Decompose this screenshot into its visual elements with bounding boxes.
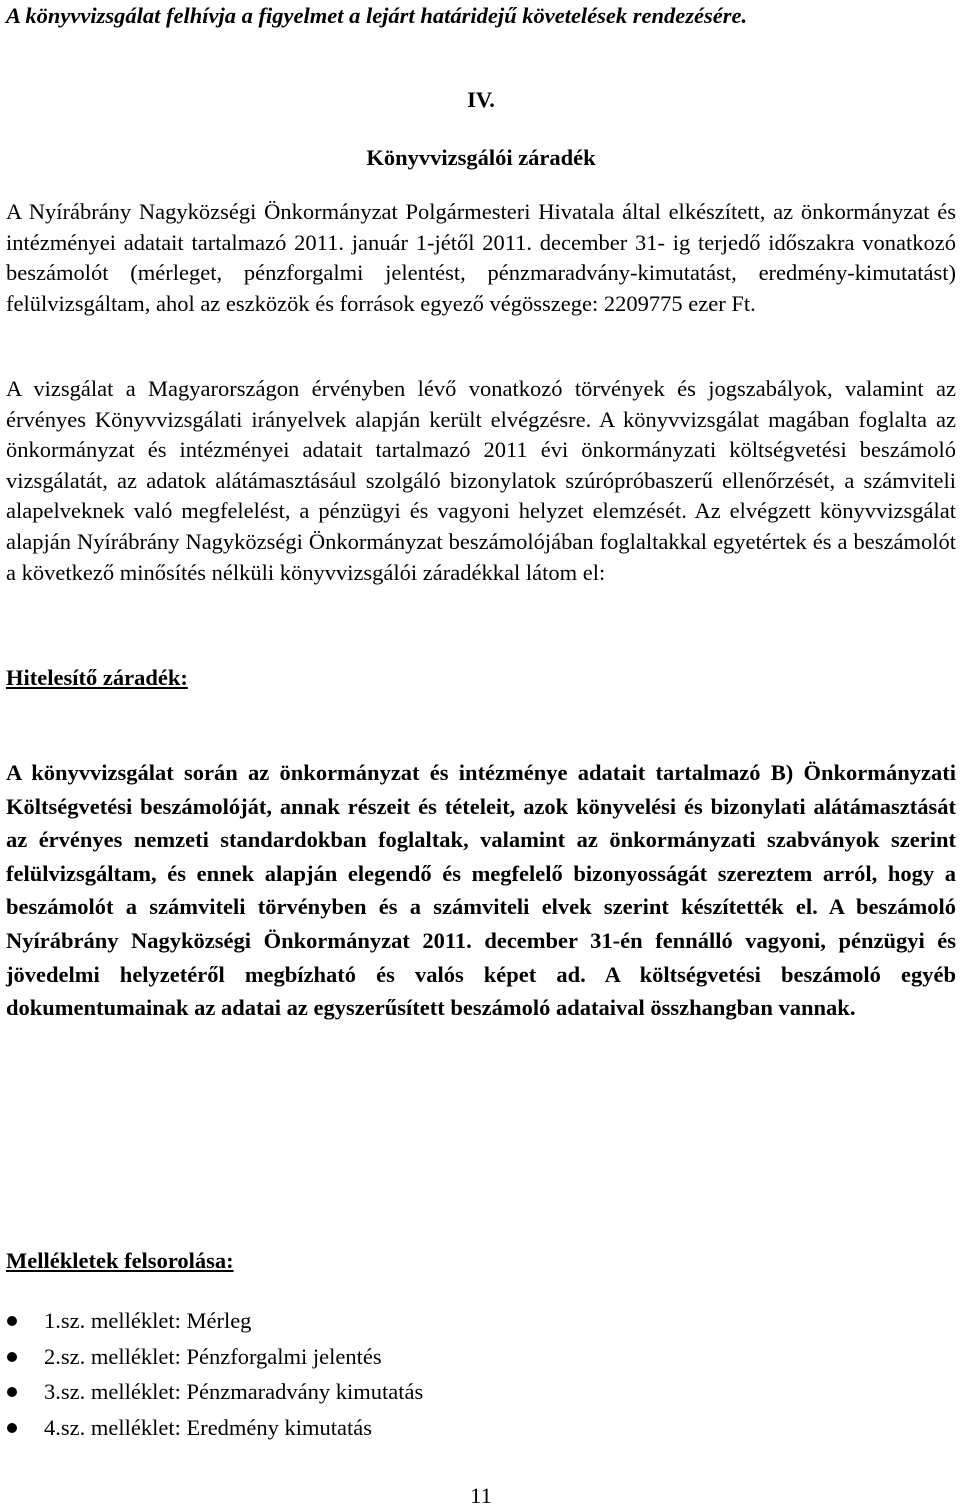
attachment-label: 2.sz. melléklet: Pénzforgalmi jelentés: [44, 1343, 382, 1369]
page-number: 11: [470, 1483, 492, 1508]
bullet-icon: [7, 1352, 17, 1362]
certification-text: A könyvvizsgálat során az önkormányzat és intézménye adatait tartalmazó B) Önkormányzati Költségvetési beszámolóját, annak részeit és tételeit, azok könyvelési és bizonylati alátámasztását az érvényes nemzeti standardokban foglaltak, valamint az önkormányzati szabványok szerint felülvizsgáltam, és ennek alapján elegendő és megfelelő bizonyosságát szereztem arról, hogy a beszámolót a számviteli törvényben és a számviteli elvek szerint készítették el. A beszámoló Nyírábrány Nagyközségi Önkormányzat 2011. december 31-én fennálló vagyoni, pénzügyi és jövedelmi helyzetéről megbízható és valós képet ad. A költségvetési beszámoló egyéb dokumentumainak az adatai az egyszerűsített beszámoló adataival összhangban vannak.: [6, 760, 956, 1021]
bullet-icon: [7, 1423, 17, 1433]
paragraph-audit-basis: A vizsgálat a Magyarországon érvényben lévő vonatkozó törvények és jogszabályok, valamint az érvényes Könyvvizsgálati irányelvek alapján került elvégzésre. A könyvvizsgálat magában foglalta az önkormányzat és intézményei adatait tartalmazó 2011 évi önkormányzati költségvetési beszámoló vizsgálatát, az adatok alátámasztásául szolgáló bizonylatok szúrópróbaszerű ellenőrzését, a számviteli alapelveknek való megfelelést, a pénzügyi és vagyoni helyzet elemzését. Az elvégzett könyvvizsgálat alapján Nyírábrány Nagyközségi Önkormányzat beszámolójában foglaltakkal egyetértek és a beszámolót a következő minősítés nélküli könyvvizsgálói záradékkal látom el:: [6, 376, 956, 585]
list-item: [6, 1374, 423, 1410]
attachments-list: [6, 1303, 423, 1446]
attachments-heading: Mellékletek felsorolása:: [6, 1248, 234, 1273]
bullet-icon: [7, 1387, 17, 1397]
paragraph-scope: A Nyírábrány Nagyközségi Önkormányzat Polgármesteri Hivatala által elkészített, az önkormányzat és intézményei adatait tartalmazó 2011. január 1-jétől 2011. december 31- ig terjedő időszakra vonatkozó beszámolót (mérleget, pénzforgalmi jelentést, pénzmaradvány-kimutatást, eredmény-kimutatást) felülvizsgáltam, ahol az eszközök és források egyező végösszege: 2209775 ezer Ft.: [6, 199, 956, 316]
attachment-label: 4.sz. melléklet: Eredmény kimutatás: [44, 1415, 373, 1441]
section-number: IV.: [467, 87, 495, 112]
attachment-label: 1.sz. melléklet: Mérleg: [44, 1308, 252, 1333]
list-item: [6, 1339, 423, 1375]
certification-heading: Hitelesítő záradék:: [6, 665, 188, 690]
list-item: [6, 1410, 423, 1446]
bullet-icon: [7, 1316, 17, 1326]
attachment-label: 3.sz. melléklet: Pénzmaradvány kimutatás: [44, 1379, 424, 1405]
list-item: [6, 1303, 423, 1339]
top-note: A könyvvizsgálat felhívja a figyelmet a lejárt határidejű követelések rendezésére.: [6, 3, 748, 28]
section-title: Könyvvizsgálói záradék: [366, 145, 596, 170]
